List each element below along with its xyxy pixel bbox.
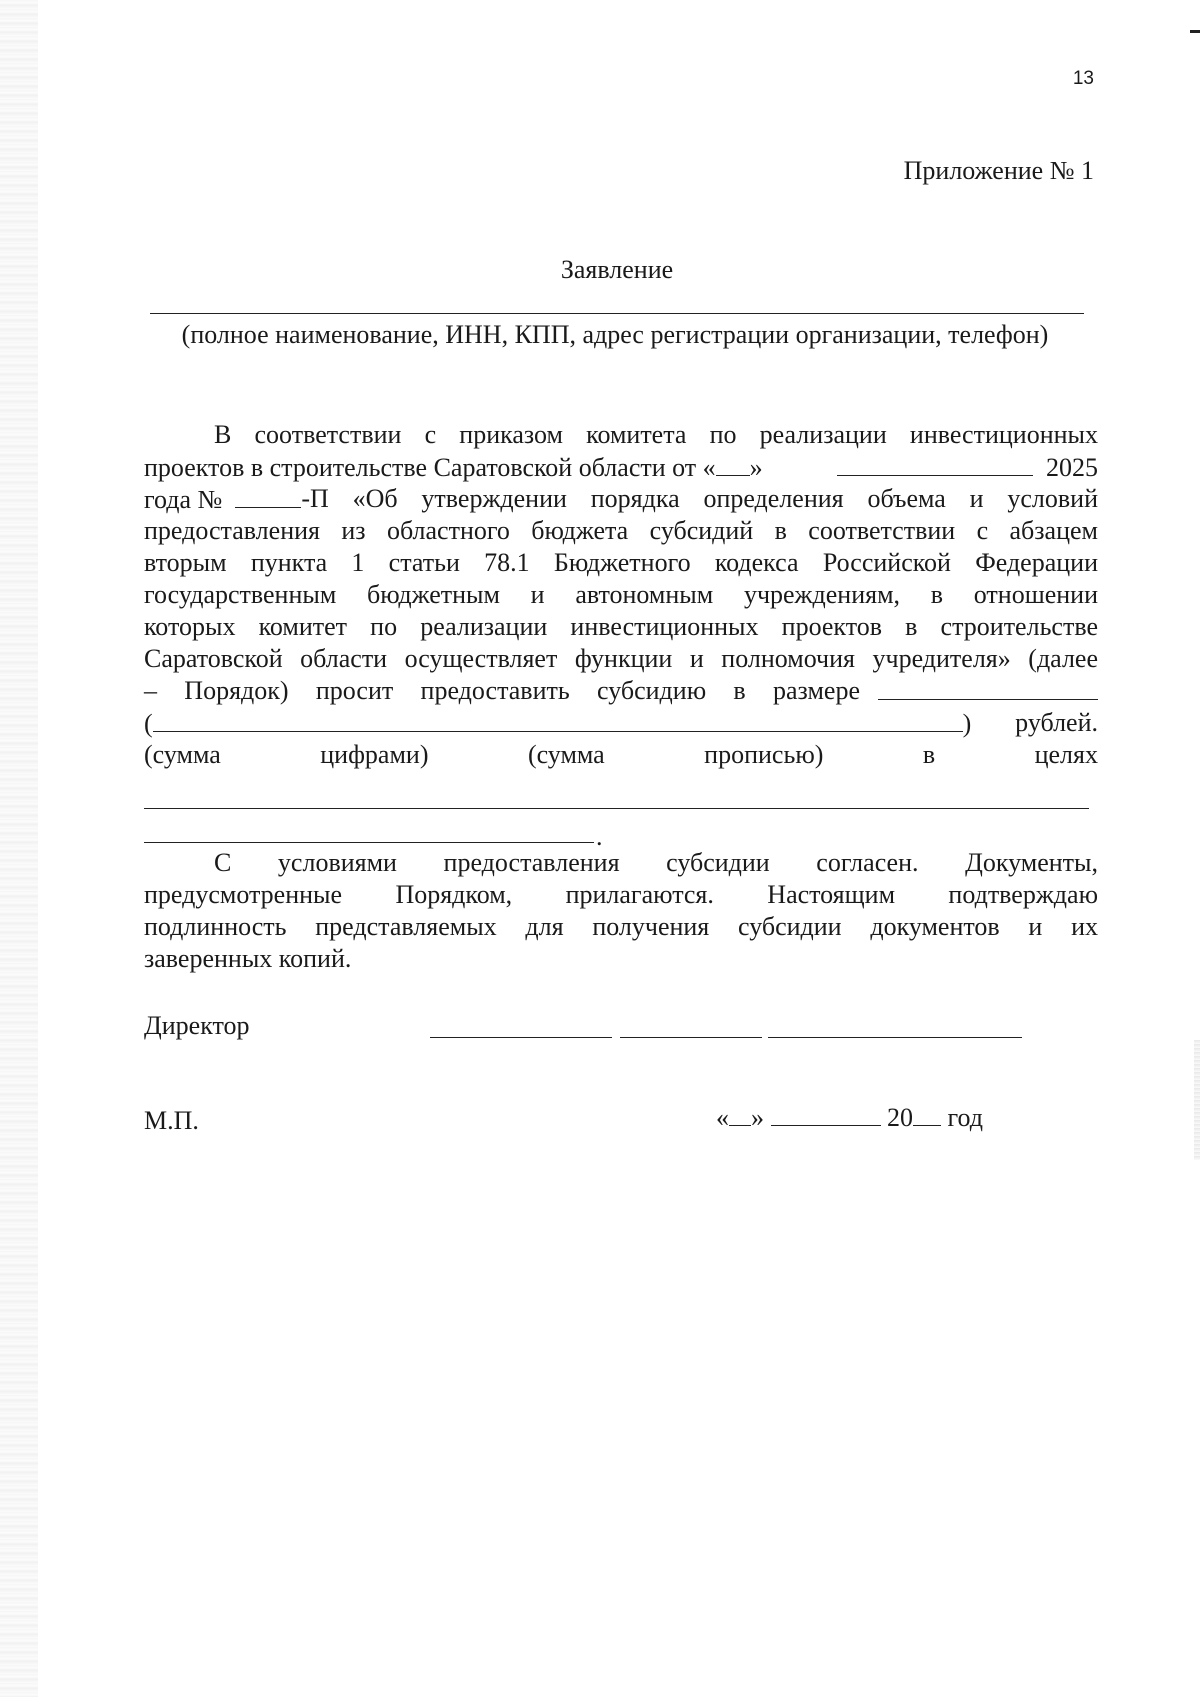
date-close-quote: » — [751, 1103, 764, 1132]
request-line-3 — [144, 483, 1098, 515]
date-open-quote: « — [716, 1103, 729, 1132]
order-year: 2025 — [1046, 453, 1098, 482]
request-line-7: которых комитет по реализации инвестиционных проектов в строительстве — [144, 612, 1098, 641]
request-line-2 — [144, 451, 1098, 483]
order-month-blank — [837, 451, 1033, 476]
currency-label: рублей. — [1015, 708, 1098, 737]
director-label: Директор — [144, 1011, 250, 1040]
director-position-line — [430, 1037, 612, 1038]
request-line-5: вторым пункта 1 статьи 78.1 Бюджетного кодекса Российской Федерации — [144, 548, 1098, 577]
date-month-blank — [771, 1101, 881, 1126]
amount-close-paren: ) — [962, 709, 972, 738]
request-line-2-quote: » — [749, 453, 763, 482]
purpose-line-2 — [144, 842, 594, 843]
request-line-4: предоставления из областного бюджета субсидий в соответствии с абзацем — [144, 516, 1098, 545]
scan-edge-right — [1194, 1040, 1200, 1160]
consent-line-1: С условиями предоставления субсидии согласен. Документы, — [214, 848, 1098, 877]
order-day-blank — [716, 451, 750, 476]
corner-mark — [1190, 30, 1200, 33]
page-number: 13 — [1072, 68, 1094, 89]
date-year-prefix: 20 — [887, 1103, 913, 1132]
request-line-10 — [144, 707, 1098, 739]
consent-paragraph — [144, 847, 1098, 975]
subsidy-amount-words-blank — [153, 707, 963, 732]
purpose-period: . — [596, 822, 603, 851]
request-line-1: В соответствии с приказом комитета по реализации инвестиционных — [214, 420, 1098, 449]
request-line-2-text: проектов в строительстве Саратовской области от « — [144, 453, 716, 482]
date-year-suffix: год — [947, 1103, 983, 1132]
consent-line-4: заверенных копий. — [144, 944, 352, 973]
order-number-label: года № — [144, 485, 223, 514]
request-paragraph — [144, 419, 1098, 771]
request-line-9 — [144, 675, 1098, 707]
applicant-name-line — [150, 313, 1084, 314]
request-line-3-text: -П «Об утверждении порядка определения объема и условий — [301, 484, 1098, 513]
request-line-8: Саратовской области осуществляет функции и полномочия учредителя» (далее — [144, 644, 1098, 673]
date-year-blank — [913, 1101, 941, 1126]
document-title: Заявление — [560, 255, 674, 284]
request-line-11: (сумма цифрами) (сумма прописью) в целях — [144, 740, 1098, 769]
date-day-blank — [729, 1101, 751, 1126]
consent-line-3: подлинность представляемых для получения субсидии документов и их — [144, 912, 1098, 941]
appendix-label: Приложение № 1 — [903, 156, 1094, 185]
request-line-9-text: – Порядок) просит предоставить субсидию в размере — [144, 676, 860, 705]
stamp-label: М.П. — [144, 1106, 199, 1135]
amount-open-paren: ( — [144, 709, 153, 738]
order-number-blank — [235, 483, 301, 508]
purpose-line-1 — [144, 808, 1089, 809]
applicant-caption: (полное наименование, ИНН, КПП, адрес регистрации организации, телефон) — [181, 320, 1049, 349]
director-name-line — [768, 1037, 1022, 1038]
signature-date — [716, 1101, 983, 1133]
consent-line-2: предусмотренные Порядком, прилагаются. Настоящим подтверждаю — [144, 880, 1098, 909]
subsidy-amount-digits-blank — [878, 675, 1098, 700]
request-line-6: государственным бюджетным и автономным учреждениям, в отношении — [144, 580, 1098, 609]
director-signature-line — [620, 1037, 762, 1038]
